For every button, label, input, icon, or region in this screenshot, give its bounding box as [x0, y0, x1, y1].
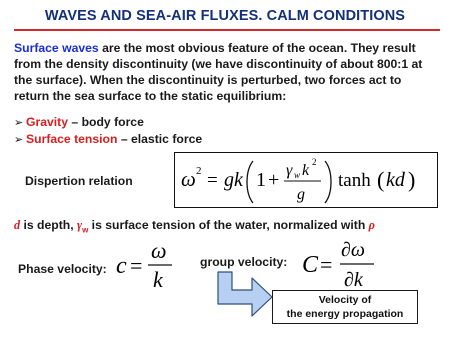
formula-g: g	[297, 186, 305, 203]
formula-one: 1	[256, 169, 266, 191]
symbol-gamma: γ	[76, 218, 83, 232]
force-name: Gravity	[26, 115, 69, 129]
depth-definition	[14, 218, 375, 234]
formula-paren-close: )	[408, 167, 416, 192]
formula-gamma: γ	[286, 162, 293, 179]
formula-plus: +	[268, 169, 280, 191]
group-equals: =	[320, 252, 333, 277]
group-velocity-formula	[296, 234, 386, 294]
formula-k: k	[302, 162, 310, 179]
phase-numerator: ω	[151, 238, 167, 263]
symbol-d: d	[14, 218, 21, 232]
formula-omega: ω	[181, 167, 196, 191]
note-line-2: the energy propagation	[286, 308, 404, 320]
force-desc: – body force	[68, 115, 144, 129]
group-denominator: ∂k	[344, 269, 363, 291]
intro-paragraph	[14, 40, 444, 104]
phase-denominator: k	[153, 267, 163, 292]
arrow-bullet-icon: ➢	[14, 117, 24, 129]
page-title: WAVES AND SEA-AIR FLUXES. CALM CONDITIONS	[44, 8, 406, 24]
symbol-rho: ρ	[368, 218, 375, 232]
formula-k-square: 2	[312, 157, 317, 167]
force-list	[14, 114, 202, 148]
force-desc: – elastic force	[117, 132, 203, 146]
phase-velocity-formula	[110, 236, 190, 294]
close-bracket	[325, 161, 331, 203]
formula-gk: gk	[224, 169, 243, 191]
intro-text-3: the surface). When the discontinuity is perturbed, two forces act to	[14, 73, 402, 87]
definition-text-2: is surface tension of the water, normalized with	[88, 218, 369, 232]
group-numerator: ∂ω	[341, 239, 366, 261]
title-underline	[14, 29, 440, 31]
dispersion-equation-box	[174, 152, 438, 208]
formula-tanh: tanh	[338, 170, 371, 191]
dispersion-label: Dispertion relation	[25, 174, 133, 188]
formula-gamma-sub: w	[294, 170, 301, 180]
definition-text-1: is depth,	[20, 218, 77, 232]
intro-lead: Surface waves	[14, 41, 99, 55]
formula-paren-open: (	[377, 167, 385, 192]
energy-propagation-note	[272, 290, 418, 324]
group-velocity-label: group velocity:	[200, 255, 288, 269]
arrow-bullet-icon: ➢	[14, 134, 24, 146]
open-bracket	[247, 161, 253, 203]
intro-text-4: return the sea surface to the static equilibrium:	[14, 89, 287, 103]
phase-equals: =	[130, 253, 143, 278]
dispersion-formula	[175, 153, 437, 207]
formula-kd: kd	[386, 169, 405, 191]
intro-text-2: from the density discontinuity (we have discontinuity of about 800:1 at	[14, 57, 423, 71]
formula-equals: =	[207, 170, 218, 191]
symbol-gamma-sub: w	[82, 225, 89, 235]
note-line-1: Velocity of	[318, 294, 372, 306]
phase-c: c	[116, 253, 127, 279]
force-name: Surface tension	[26, 132, 118, 146]
formula-square: 2	[196, 165, 202, 177]
group-C: C	[302, 252, 319, 278]
force-item-gravity	[14, 114, 202, 131]
force-item-surface-tension	[14, 131, 202, 148]
intro-text-1: are the most obvious feature of the ocean. They result	[98, 41, 416, 55]
pointer-arrow-icon	[212, 270, 278, 328]
phase-velocity-label: Phase velocity:	[18, 262, 107, 276]
